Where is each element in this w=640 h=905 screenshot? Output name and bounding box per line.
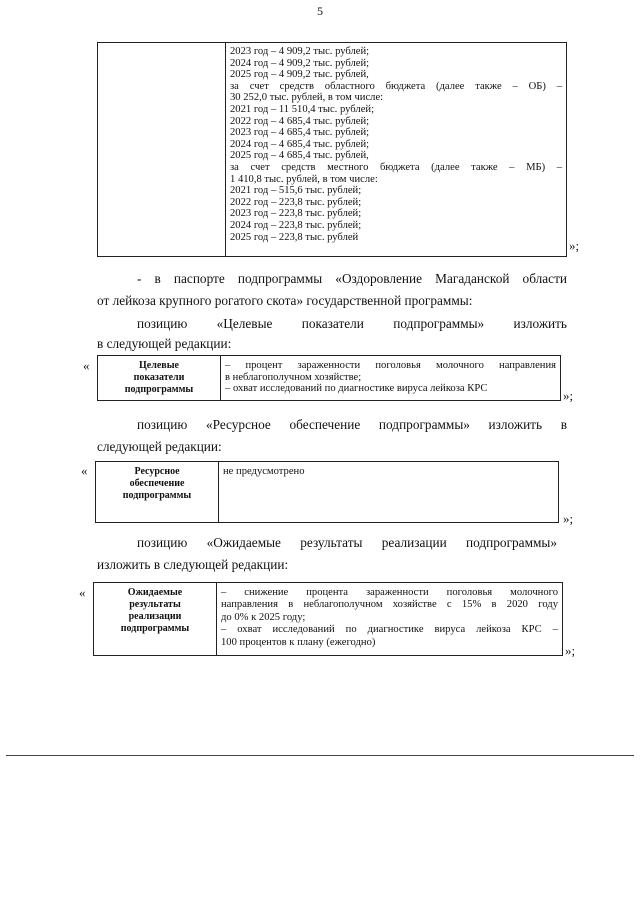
expected-results-value bbox=[217, 583, 562, 655]
paragraph-line: позицию «Ресурсное обеспечение подпрограммы» изложить в bbox=[137, 417, 567, 432]
paragraph-target-indicators bbox=[137, 316, 567, 332]
paragraph-word: изложить bbox=[513, 316, 567, 331]
table-line: 2025 год – 4 685,4 тыс. рублей, bbox=[230, 150, 369, 162]
label-line: результаты bbox=[129, 599, 181, 610]
value-line: до 0% к 2025 году; bbox=[221, 611, 306, 623]
label-line: обеспечение bbox=[129, 478, 185, 489]
paragraph-passport-intro bbox=[97, 271, 567, 309]
open-quote: « bbox=[81, 463, 88, 478]
resource-provision-value bbox=[219, 462, 558, 522]
paragraph-line: позицию «Ожидаемые результаты реализации подпрограммы» bbox=[137, 535, 557, 550]
page-number: 5 bbox=[317, 4, 323, 18]
value-line: в неблагополучном хозяйстве; bbox=[225, 371, 362, 383]
value-line: 100 процентов к плану (ежегодно) bbox=[221, 636, 376, 648]
paragraph-line: следующей редакции: bbox=[97, 439, 222, 454]
value-line: – процент зараженности поголовья молочного направления bbox=[225, 360, 556, 371]
label-line: Ресурсное bbox=[134, 466, 180, 477]
table-value-cell bbox=[226, 43, 566, 256]
value-line: не предусмотрено bbox=[223, 466, 305, 477]
table-line: 2021 год – 11 510,4 тыс. рублей; bbox=[230, 103, 375, 115]
table-line: 2025 год – 223,8 тыс. рублей bbox=[230, 231, 359, 243]
paragraph-line: изложить в следующей редакции: bbox=[97, 557, 289, 572]
table-line: за счет средств местного бюджета (далее также – МБ) – bbox=[230, 161, 562, 173]
paragraph-word: показатели bbox=[301, 316, 364, 331]
table-line: 2021 год – 515,6 тыс. рублей; bbox=[230, 185, 362, 197]
close-quote: »; bbox=[569, 238, 580, 253]
table-line: 2025 год – 4 909,2 тыс. рублей, bbox=[230, 69, 369, 81]
target-indicators-label bbox=[98, 356, 221, 400]
open-quote: « bbox=[79, 585, 86, 600]
table-line: за счет средств областного бюджета (далее также – ОБ) – bbox=[230, 80, 562, 92]
paragraph-line: от лейкоза крупного рогатого скота» государственной программы: bbox=[97, 293, 473, 308]
close-quote: »; bbox=[563, 511, 574, 526]
resource-provision-label bbox=[96, 462, 219, 522]
resource-provision-table bbox=[95, 461, 559, 523]
table-line: 30 252,0 тыс. рублей, в том числе: bbox=[230, 92, 384, 104]
paragraph-line: - в паспорте подпрограммы «Оздоровление Магаданской области bbox=[137, 271, 567, 286]
table-line: 1 410,8 тыс. рублей, в том числе: bbox=[230, 173, 378, 185]
table-line: 2022 год – 4 685,4 тыс. рублей; bbox=[230, 115, 370, 127]
paragraph-word: «Целевые bbox=[216, 316, 273, 331]
table-line: 2022 год – 223,8 тыс. рублей; bbox=[230, 196, 362, 208]
label-line: Целевые bbox=[139, 360, 179, 371]
paragraph-word: позицию bbox=[137, 316, 188, 331]
table-line: 2023 год – 223,8 тыс. рублей; bbox=[230, 208, 362, 220]
table-line: 2024 год – 223,8 тыс. рублей; bbox=[230, 219, 362, 231]
value-line: направления в неблагополучном хозяйстве с 15% в 2020 году bbox=[221, 599, 558, 611]
paragraph-line: в следующей редакции: bbox=[97, 336, 232, 351]
value-line: – снижение процента зараженности поголовья молочного bbox=[221, 587, 558, 598]
expected-results-table bbox=[93, 582, 563, 656]
label-line: подпрограммы bbox=[122, 490, 192, 501]
table-line: 2024 год – 4 685,4 тыс. рублей; bbox=[230, 138, 370, 150]
table-line: 2023 год – 4 909,2 тыс. рублей; bbox=[230, 46, 370, 57]
label-line: подпрограммы bbox=[124, 384, 194, 395]
close-quote: »; bbox=[563, 388, 574, 403]
value-line: – охват исследований по диагностике вируса лейкоза КРС bbox=[225, 383, 488, 395]
label-line: Ожидаемые bbox=[127, 587, 183, 598]
target-indicators-table bbox=[97, 355, 561, 401]
table-line: 2023 год – 4 685,4 тыс. рублей; bbox=[230, 127, 370, 139]
value-line: – охват исследований по диагностике вируса лейкоза КРС – bbox=[221, 624, 558, 636]
paragraph-resource-provision bbox=[97, 417, 567, 455]
close-quote: »; bbox=[565, 643, 576, 658]
label-line: реализации bbox=[128, 611, 182, 622]
table-label-cell bbox=[98, 43, 226, 256]
label-line: показатели bbox=[133, 372, 185, 383]
paragraph-expected-results bbox=[97, 535, 557, 573]
resource-table-continuation bbox=[97, 42, 567, 257]
expected-results-label bbox=[94, 583, 217, 655]
page-divider bbox=[6, 755, 634, 756]
target-indicators-value bbox=[221, 356, 560, 400]
paragraph-word: подпрограммы» bbox=[393, 316, 485, 331]
label-line: подпрограммы bbox=[120, 623, 190, 634]
open-quote: « bbox=[83, 358, 90, 373]
table-line: 2024 год – 4 909,2 тыс. рублей; bbox=[230, 57, 370, 69]
